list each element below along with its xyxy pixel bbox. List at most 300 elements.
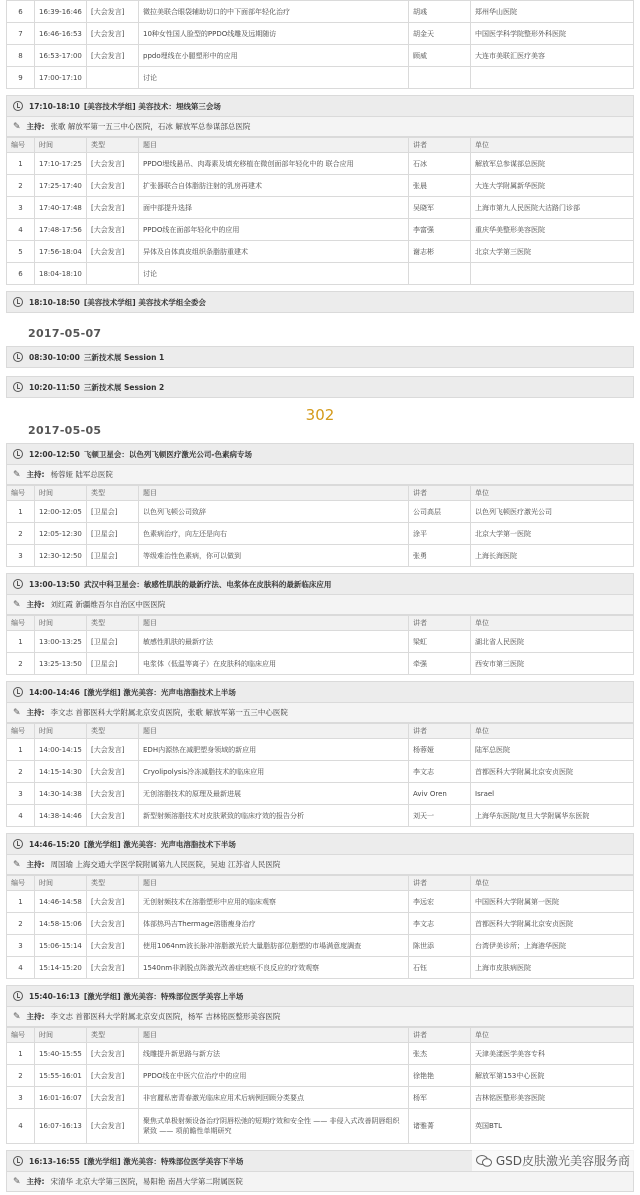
cell-time: 12:30-12:50: [35, 545, 87, 567]
chair-label: 主持:: [26, 122, 45, 131]
cell-unit: 上海市皮肤病医院: [471, 957, 634, 979]
header-unit: 单位: [471, 876, 634, 891]
cell-speaker: 吴晓军: [409, 197, 471, 219]
cell-unit: 首都医科大学附属北京安贞医院: [471, 761, 634, 783]
chair-bar: [6, 1172, 634, 1192]
cell-unit: 天津美漾医学美容专科: [471, 1043, 634, 1065]
header-topic: 题目: [139, 138, 409, 153]
cell-topic: 新型射频溶脂技术对皮肤紧致的临床疗效的报告分析: [139, 805, 409, 827]
cell-num: 1: [7, 631, 35, 653]
cell-time: 14:58-15:06: [35, 913, 87, 935]
session-time: 14:46-15:20: [29, 839, 80, 849]
cell-time: 16:01-16:07: [35, 1087, 87, 1109]
header-num: 编号: [7, 138, 35, 153]
cell-topic: 非官麗私密青春激光临床应用术后病例回顾分类要点: [139, 1087, 409, 1109]
cell-time: 17:25-17:40: [35, 175, 87, 197]
cell-unit: 湖北省人民医院: [471, 631, 634, 653]
header-topic: 题目: [139, 724, 409, 739]
cell-time: 14:46-14:58: [35, 891, 87, 913]
cell-time: 15:14-15:20: [35, 957, 87, 979]
session-title: 三新技术展 Session 1: [83, 352, 165, 362]
cell-time: 16:07-16:13: [35, 1109, 87, 1144]
cell-num: 2: [7, 761, 35, 783]
session-bar: [6, 833, 634, 855]
cell-time: 18:04-18:10: [35, 263, 87, 285]
table-row: [7, 263, 634, 285]
chair-bar: [6, 465, 634, 485]
clock-icon: [13, 991, 23, 1001]
cell-type: [大会发言]: [87, 219, 139, 241]
session-bar: [6, 291, 634, 313]
cell-num: 6: [7, 263, 35, 285]
cell-type: [大会发言]: [87, 197, 139, 219]
session-title: 三新技术展 Session 2: [83, 382, 165, 392]
header-type: 类型: [87, 1028, 139, 1043]
date-heading: 2017-05-07: [28, 327, 102, 340]
cell-time: 14:15-14:30: [35, 761, 87, 783]
cell-type: [大会发言]: [87, 1043, 139, 1065]
header-unit: 单位: [471, 1028, 634, 1043]
header-unit: 单位: [471, 138, 634, 153]
cell-time: 15:06-15:14: [35, 935, 87, 957]
cell-speaker: 胡彧: [409, 1, 471, 23]
header-speaker: 讲者: [409, 876, 471, 891]
header-type: 类型: [87, 724, 139, 739]
cell-type: [大会发言]: [87, 1065, 139, 1087]
cell-topic: 等级难治性色素病，你可以做到: [139, 545, 409, 567]
microphone-icon: ✎: [13, 599, 21, 610]
clock-icon: [13, 839, 23, 849]
cell-unit: 首都医科大学附属北京安贞医院: [471, 913, 634, 935]
cell-unit: 解放军第153中心医院: [471, 1065, 634, 1087]
chair-bar: [6, 1007, 634, 1027]
session-table: [6, 875, 634, 979]
chair-bar: [6, 703, 634, 723]
cell-time: 14:00-14:15: [35, 739, 87, 761]
chair-bar: [6, 855, 634, 875]
cell-type: [大会发言]: [87, 935, 139, 957]
microphone-icon: ✎: [13, 707, 21, 718]
cell-speaker: 李远宏: [409, 891, 471, 913]
cell-speaker: 徐艳艳: [409, 1065, 471, 1087]
table-row: [7, 761, 634, 783]
cell-num: 1: [7, 739, 35, 761]
cell-type: [87, 263, 139, 285]
table-row: [7, 501, 634, 523]
cell-num: 5: [7, 241, 35, 263]
cell-time: 16:46-16:53: [35, 23, 87, 45]
header-unit: 单位: [471, 724, 634, 739]
cell-type: [大会发言]: [87, 783, 139, 805]
cell-speaker: 张晨: [409, 175, 471, 197]
header-num: 编号: [7, 724, 35, 739]
header-time: 时间: [35, 616, 87, 631]
header-type: 类型: [87, 138, 139, 153]
date-heading: 2017-05-05: [28, 424, 102, 437]
cell-topic: 10种女性国人脸型的PPDO线雕及远期随访: [139, 23, 409, 45]
clock-icon: [13, 382, 23, 392]
table-row: [7, 241, 634, 263]
cell-type: [大会发言]: [87, 913, 139, 935]
cell-type: [大会发言]: [87, 1087, 139, 1109]
cell-type: [卫星会]: [87, 523, 139, 545]
cell-speaker: 顾威: [409, 45, 471, 67]
watermark: [472, 1150, 634, 1171]
cell-unit: 英国BTL: [471, 1109, 634, 1144]
session-time: 10:20-11:50: [29, 382, 80, 392]
session-title: 飞顿卫星会：以色列飞顿医疗激光公司-色素病专场: [83, 449, 252, 459]
cell-num: 6: [7, 1, 35, 23]
cell-unit: [471, 67, 634, 89]
cell-time: 17:00-17:10: [35, 67, 87, 89]
cell-type: [卫星会]: [87, 653, 139, 675]
header-num: 编号: [7, 616, 35, 631]
cell-time: 12:05-12:30: [35, 523, 87, 545]
table-row: [7, 805, 634, 827]
chair-label: 主持:: [26, 1012, 45, 1021]
microphone-icon: ✎: [13, 1176, 21, 1187]
cell-topic: 聚焦式单极射频设备治疗阴唇松弛的短期疗效和安全性 —— 非侵入式改善阴唇组织紧致 —— 项前瞻性单期研究: [139, 1109, 409, 1144]
cell-unit: 上海长海医院: [471, 545, 634, 567]
cell-speaker: Aviv Oren: [409, 783, 471, 805]
cell-num: 4: [7, 1109, 35, 1144]
clock-icon: [13, 297, 23, 307]
header-type: 类型: [87, 876, 139, 891]
chair-names: 李文志 首都医科大学附属北京安贞医院，张歌 解放军第一五三中心医院: [50, 708, 288, 717]
cell-num: 3: [7, 1087, 35, 1109]
cell-type: [卫星会]: [87, 501, 139, 523]
cell-topic: 以色列飞顿公司致辞: [139, 501, 409, 523]
session-time: 15:40-16:13: [29, 991, 80, 1001]
header-speaker: 讲者: [409, 1028, 471, 1043]
chair-names: 宋清华 北京大学第三医院，易阳艳 南昌大学第二附属医院: [50, 1177, 243, 1186]
cell-num: 1: [7, 501, 35, 523]
cell-topic: PPDO线在面部年轻化中的应用: [139, 219, 409, 241]
header-unit: 单位: [471, 486, 634, 501]
table-row: [7, 67, 634, 89]
cell-speaker: 谢志彬: [409, 241, 471, 263]
table-row: [7, 1043, 634, 1065]
table-row: [7, 653, 634, 675]
cell-type: [大会发言]: [87, 23, 139, 45]
cell-time: 16:39-16:46: [35, 1, 87, 23]
session-bar: [6, 95, 634, 117]
cell-speaker: 胡金天: [409, 23, 471, 45]
cell-unit: 陆军总医院: [471, 739, 634, 761]
cell-topic: 讨论: [139, 263, 409, 285]
cell-topic: 微拉美联合眼袋辅助切口的中下面部年轻化治疗: [139, 1, 409, 23]
cell-num: 3: [7, 545, 35, 567]
session-bar: [6, 346, 634, 368]
cell-type: [大会发言]: [87, 957, 139, 979]
microphone-icon: ✎: [13, 469, 21, 480]
cell-num: 1: [7, 153, 35, 175]
chair-names: 刘红霞 新疆维吾尔自治区中医医院: [50, 600, 166, 609]
cell-speaker: 李文志: [409, 761, 471, 783]
cell-topic: ppdo埋线在小腿塑形中的应用: [139, 45, 409, 67]
table-row: [7, 935, 634, 957]
cell-num: 2: [7, 1065, 35, 1087]
session-table: [6, 615, 634, 675]
table-row: [7, 957, 634, 979]
table-row: [7, 631, 634, 653]
header-speaker: 讲者: [409, 616, 471, 631]
wechat-icon: [476, 1155, 492, 1167]
microphone-icon: ✎: [13, 1011, 21, 1022]
chair-bar: [6, 595, 634, 615]
cell-num: 2: [7, 913, 35, 935]
microphone-icon: ✎: [13, 859, 21, 870]
session-title: [美容技术学组] 美容技术学组全委会: [83, 297, 206, 307]
session-title: 武汉中科卫星会：敏感性肌肤的最新疗法、电浆体在皮肤科的最新临床应用: [83, 579, 332, 589]
table-row: [7, 23, 634, 45]
header-topic: 题目: [139, 486, 409, 501]
header-speaker: 讲者: [409, 486, 471, 501]
header-unit: 单位: [471, 616, 634, 631]
cell-topic: Cryolipolysis冷冻减脂技术的临床应用: [139, 761, 409, 783]
cell-speaker: 牵强: [409, 653, 471, 675]
cell-speaker: 张杰: [409, 1043, 471, 1065]
table-row: [7, 1065, 634, 1087]
header-topic: 题目: [139, 876, 409, 891]
chair-bar: [6, 117, 634, 137]
cell-speaker: 李富强: [409, 219, 471, 241]
cell-num: 1: [7, 891, 35, 913]
cell-num: 4: [7, 957, 35, 979]
header-time: 时间: [35, 876, 87, 891]
cell-type: [大会发言]: [87, 761, 139, 783]
cell-num: 3: [7, 197, 35, 219]
cell-time: 17:40-17:48: [35, 197, 87, 219]
table-row: [7, 545, 634, 567]
cell-type: [卫星会]: [87, 631, 139, 653]
cell-time: 17:48-17:56: [35, 219, 87, 241]
cell-speaker: 李文志: [409, 913, 471, 935]
cell-num: 7: [7, 23, 35, 45]
table-header-row: [7, 724, 634, 739]
session-bar: [6, 573, 634, 595]
cell-unit: 重庆华美整形美容医院: [471, 219, 634, 241]
clock-icon: [13, 1156, 23, 1166]
cell-speaker: 杨军: [409, 1087, 471, 1109]
chair-label: 主持:: [26, 600, 45, 609]
table-header-row: [7, 138, 634, 153]
session-time: 12:00-12:50: [29, 449, 80, 459]
cell-num: 2: [7, 653, 35, 675]
table-top: [6, 0, 634, 89]
microphone-icon: ✎: [13, 121, 21, 132]
chair-label: 主持:: [26, 708, 45, 717]
cell-speaker: 石钰: [409, 957, 471, 979]
cell-unit: 大连市美联汇医疗美容: [471, 45, 634, 67]
cell-type: [卫星会]: [87, 545, 139, 567]
cell-num: 4: [7, 219, 35, 241]
clock-icon: [13, 579, 23, 589]
page-number: 302: [305, 406, 335, 424]
cell-num: 9: [7, 67, 35, 89]
cell-num: 3: [7, 935, 35, 957]
cell-topic: 电浆体（低温等离子）在皮肤科的临床应用: [139, 653, 409, 675]
table-row: [7, 175, 634, 197]
cell-topic: 敏感性肌肤的最新疗法: [139, 631, 409, 653]
cell-type: [大会发言]: [87, 805, 139, 827]
cell-num: 3: [7, 783, 35, 805]
cell-unit: 台湾伊美诊所；上海港华医院: [471, 935, 634, 957]
cell-time: 12:00-12:05: [35, 501, 87, 523]
cell-unit: 北京大学第三医院: [471, 241, 634, 263]
cell-speaker: [409, 263, 471, 285]
table-header-row: [7, 876, 634, 891]
cell-unit: 中国医科大学附属第一医院: [471, 891, 634, 913]
session-bar: [6, 443, 634, 465]
cell-time: 14:38-14:46: [35, 805, 87, 827]
chair-names: 杨蓉娅 陆军总医院: [50, 470, 113, 479]
chair-names: 张歌 解放军第一五三中心医院，石冰 解放军总参谋部总医院: [50, 122, 251, 131]
clock-icon: [13, 449, 23, 459]
cell-speaker: 诸雅菁: [409, 1109, 471, 1144]
cell-time: 14:30-14:38: [35, 783, 87, 805]
clock-icon: [13, 101, 23, 111]
cell-type: [大会发言]: [87, 739, 139, 761]
cell-type: [大会发言]: [87, 175, 139, 197]
table-header-row: [7, 1028, 634, 1043]
cell-num: 4: [7, 805, 35, 827]
cell-speaker: 刘天一: [409, 805, 471, 827]
session-table: [6, 137, 634, 285]
header-time: 时间: [35, 138, 87, 153]
cell-unit: 大连大学附属新华医院: [471, 175, 634, 197]
session-title: [激光学组] 激光美容：光声电溶脂技术下半场: [83, 839, 236, 849]
table-row: [7, 783, 634, 805]
session-title: [激光学组] 激光美容：特殊部位医学美容上半场: [83, 991, 244, 1001]
session-bar: [6, 376, 634, 398]
cell-topic: 线雕提升新思路与新方法: [139, 1043, 409, 1065]
table-row: [7, 739, 634, 761]
cell-speaker: 陈世添: [409, 935, 471, 957]
cell-unit: 以色列飞顿医疗激光公司: [471, 501, 634, 523]
chair-label: 主持:: [26, 470, 45, 479]
header-num: 编号: [7, 876, 35, 891]
cell-time: 15:55-16:01: [35, 1065, 87, 1087]
table-row: [7, 219, 634, 241]
cell-speaker: 梁虹: [409, 631, 471, 653]
table-row: [7, 1, 634, 23]
session-time: 08:30-10:00: [29, 352, 80, 362]
header-num: 编号: [7, 486, 35, 501]
cell-topic: 色素病治疗，向左还是向右: [139, 523, 409, 545]
header-topic: 题目: [139, 1028, 409, 1043]
session-bar: [6, 985, 634, 1007]
header-speaker: 讲者: [409, 724, 471, 739]
cell-topic: 无创射频技术在溶脂塑形中应用的临床观察: [139, 891, 409, 913]
chair-names: 李文志 首都医科大学附属北京安贞医院，杨军 吉林铭医整形美容医院: [50, 1012, 281, 1021]
header-time: 时间: [35, 486, 87, 501]
cell-topic: 面中部提升选择: [139, 197, 409, 219]
cell-unit: 中国医学科学院整形外科医院: [471, 23, 634, 45]
header-time: 时间: [35, 1028, 87, 1043]
cell-topic: PPDO埋线悬吊、肉毒素及填充移植在微创面部年轻化中的 联合应用: [139, 153, 409, 175]
cell-unit: 郑州华山医院: [471, 1, 634, 23]
cell-type: [大会发言]: [87, 241, 139, 263]
session-time: 13:00-13:50: [29, 579, 80, 589]
cell-unit: 北京大学第一医院: [471, 523, 634, 545]
table-row: [7, 1109, 634, 1144]
cell-time: 13:25-13:50: [35, 653, 87, 675]
cell-type: [大会发言]: [87, 1109, 139, 1144]
cell-topic: 1540nm非剥脱点阵激光改善症疤痕不良反应的疗效观察: [139, 957, 409, 979]
table-row: [7, 197, 634, 219]
session-time: 14:00-14:46: [29, 687, 80, 697]
program-page: [6, 0, 634, 1192]
session-time: 16:13-16:55: [29, 1156, 80, 1166]
cell-topic: EDH内源热在减肥塑身领域的新应用: [139, 739, 409, 761]
header-num: 编号: [7, 1028, 35, 1043]
header-speaker: 讲者: [409, 138, 471, 153]
cell-type: [大会发言]: [87, 891, 139, 913]
cell-topic: 使用1064nm波长脉冲溶脂激光於大量脂肪部位脂塑的市場满意度調查: [139, 935, 409, 957]
cell-time: 13:00-13:25: [35, 631, 87, 653]
cell-topic: 无创溶脂技术的原理及最新进展: [139, 783, 409, 805]
cell-speaker: 张勇: [409, 545, 471, 567]
watermark-text: GSD皮肤激光美容服务商: [495, 1154, 630, 1168]
header-type: 类型: [87, 616, 139, 631]
cell-speaker: 石冰: [409, 153, 471, 175]
session-table: [6, 723, 634, 827]
cell-topic: 讨论: [139, 67, 409, 89]
header-time: 时间: [35, 724, 87, 739]
cell-type: [87, 67, 139, 89]
clock-icon: [13, 352, 23, 362]
table-header-row: [7, 486, 634, 501]
session-title: [激光学组] 激光美容：特殊部位医学美容下半场: [83, 1156, 244, 1166]
table-row: [7, 891, 634, 913]
cell-topic: 扩张器联合自体脂肪注射的乳房再建术: [139, 175, 409, 197]
cell-time: 16:53-17:00: [35, 45, 87, 67]
cell-num: 2: [7, 175, 35, 197]
clock-icon: [13, 687, 23, 697]
table-row: [7, 1087, 634, 1109]
chair-names: 周国瑜 上海交通大学医学院附属第九人民医院，吴迪 江苏省人民医院: [50, 860, 281, 869]
table-row: [7, 523, 634, 545]
cell-unit: 吉林铭医整形美容医院: [471, 1087, 634, 1109]
cell-type: [大会发言]: [87, 153, 139, 175]
cell-unit: 解放军总参谋部总医院: [471, 153, 634, 175]
table-row: [7, 913, 634, 935]
session-time: 17:10-18:10: [29, 101, 80, 111]
session-table: [6, 485, 634, 567]
cell-time: 15:40-15:55: [35, 1043, 87, 1065]
cell-num: 8: [7, 45, 35, 67]
cell-unit: 上海华东医院/复旦大学附属华东医院: [471, 805, 634, 827]
cell-unit: 西安市第三医院: [471, 653, 634, 675]
session-bar: [6, 681, 634, 703]
cell-type: [大会发言]: [87, 45, 139, 67]
cell-type: [大会发言]: [87, 1, 139, 23]
header-type: 类型: [87, 486, 139, 501]
table-row: [7, 153, 634, 175]
session-table: [6, 1027, 634, 1144]
cell-speaker: [409, 67, 471, 89]
cell-speaker: 涂平: [409, 523, 471, 545]
cell-num: 1: [7, 1043, 35, 1065]
chair-label: 主持:: [26, 860, 45, 869]
cell-unit: [471, 263, 634, 285]
cell-num: 2: [7, 523, 35, 545]
cell-unit: 上海市第九人民医院大沽路门诊部: [471, 197, 634, 219]
session-time: 18:10-18:50: [29, 297, 80, 307]
table-header-row: [7, 616, 634, 631]
cell-unit: Israel: [471, 783, 634, 805]
